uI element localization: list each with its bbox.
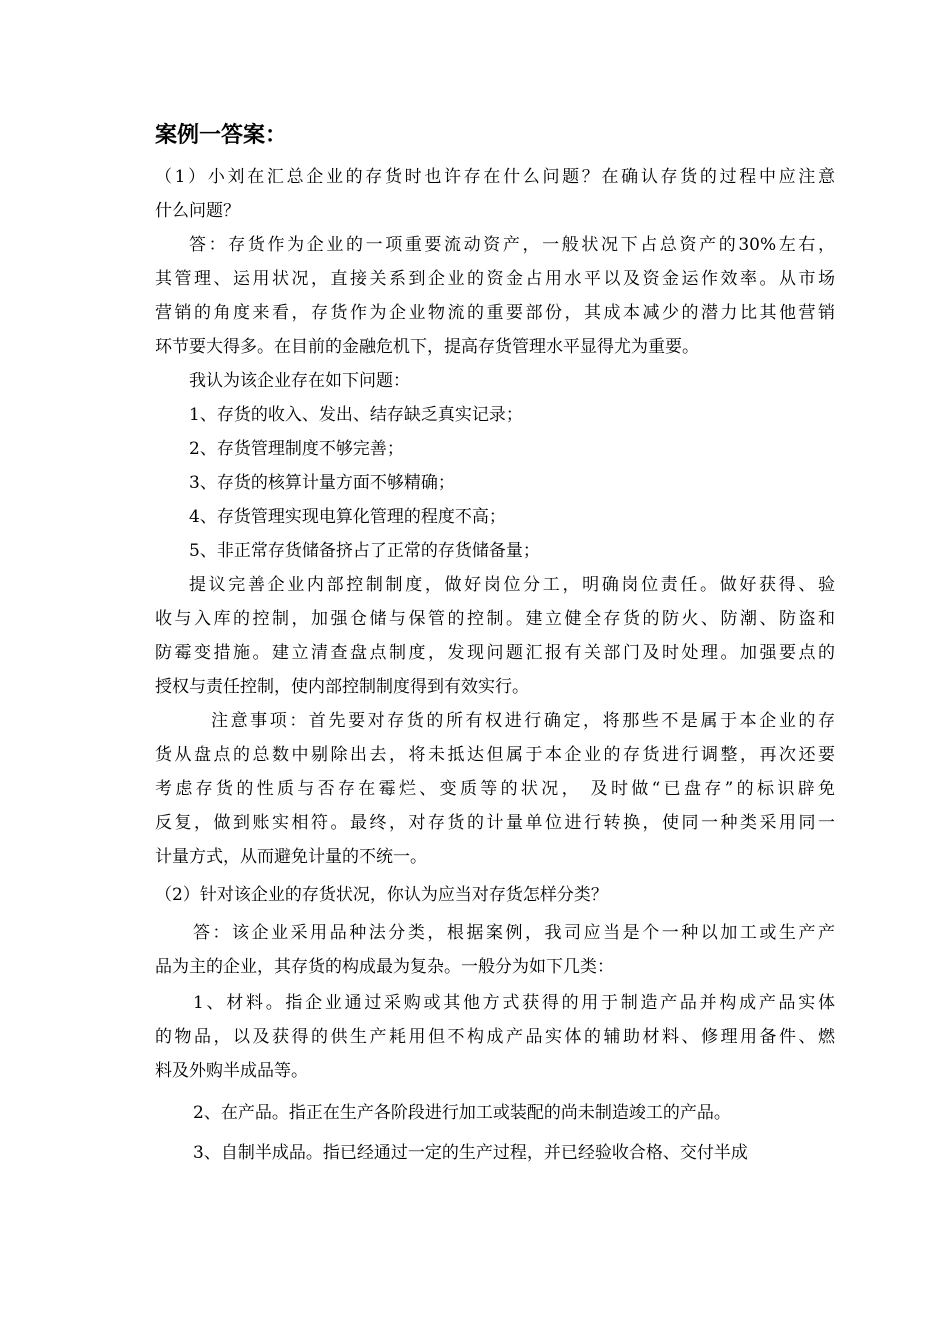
paragraph-line: 货从盘点的总数中剔除出去，将未抵达但属于本企业的存货进行调整，再次还要: [155, 745, 835, 765]
paragraph: [155, 916, 835, 984]
paragraph-line: 3、自制半成品。指已经通过一定的生产过程，并已经验收合格、交付半成: [193, 1143, 748, 1163]
paragraph: [155, 534, 835, 568]
paragraph: [155, 398, 835, 432]
paragraph-line: 料及外购半成品等。: [155, 1061, 308, 1081]
paragraph-line: 5、非正常存货储备挤占了正常的存货储备量；: [189, 541, 540, 561]
paragraph: [155, 160, 835, 228]
paragraph-line: 其管理、运用状况，直接关系到企业的资金占用水平以及资金运作效率。从市场: [155, 269, 835, 289]
paragraph-line: 营销的角度来看，存货作为企业物流的重要部份，其成本减少的潜力比其他营销: [155, 303, 835, 323]
paragraph-line: 考虑存货的性质与否存在霉烂、变质等的状况， 及时做“已盘存”的标识辟免: [155, 779, 835, 799]
paragraph-line: 2、存货管理制度不够完善；: [189, 439, 404, 459]
paragraph-line: 1、存货的收入、发出、结存缺乏真实记录；: [189, 405, 523, 425]
paragraph-line: 什么问题？: [155, 201, 240, 221]
paragraph-line: 的物品，以及获得的供生产耗用但不构成产品实体的辅助材料、修理用备件、燃: [155, 1027, 835, 1047]
paragraph: [155, 704, 835, 874]
paragraph: [155, 568, 835, 704]
paragraph-line: 1、材料。指企业通过采购或其他方式获得的用于制造产品并构成产品实体: [193, 993, 835, 1013]
paragraph-line: 我认为该企业存在如下问题：: [189, 371, 410, 391]
paragraph-line: 答：该企业采用品种法分类，根据案例，我司应当是个一种以加工或生产产: [193, 923, 835, 943]
paragraph: [155, 500, 835, 534]
paragraph-line: 授权与责任控制，使内部控制制度得到有效实行。: [155, 677, 529, 697]
paragraph: [155, 466, 835, 500]
paragraph-line: 计量方式，从而避免计量的不统一。: [155, 847, 427, 867]
paragraph-line: 2、在产品。指正在生产各阶段进行加工或装配的尚未制造竣工的产品。: [193, 1103, 731, 1123]
paragraph: [155, 1096, 835, 1130]
paragraph-line: 环节要大得多。在目前的金融危机下，提高存货管理水平显得尤为重要。: [155, 337, 699, 357]
document-title: 案例一答案：: [155, 123, 288, 148]
paragraph-line: 反复，做到账实相符。最终，对存货的计量单位进行转换，使同一种类采用同一: [155, 813, 835, 833]
document-page: [155, 118, 835, 1170]
paragraph: [155, 228, 835, 364]
paragraph: [155, 364, 835, 398]
paragraph-line: （2）针对该企业的存货状况，你认为应当对存货怎样分类？: [155, 885, 608, 905]
paragraph-line: （1）小刘在汇总企业的存货时也许存在什么问题？在确认存货的过程中应注意: [155, 167, 835, 187]
paragraph-line: 收与入库的控制，加强仓储与保管的控制。建立健全存货的防火、防潮、防盗和: [155, 609, 835, 629]
paragraph: [155, 986, 835, 1088]
paragraph: [155, 432, 835, 466]
paragraph-line: 品为主的企业，其存货的构成最为复杂。一般分为如下几类：: [155, 957, 614, 977]
paragraph-line: 注意事项：首先要对存货的所有权进行确定，将那些不是属于本企业的存: [211, 711, 835, 731]
paragraph-line: 提议完善企业内部控制制度，做好岗位分工，明确岗位责任。做好获得、验: [189, 575, 835, 595]
paragraph: [155, 878, 835, 912]
paragraph-line: 答：存货作为企业的一项重要流动资产，一般状况下占总资产的30%左右，: [189, 235, 835, 255]
paragraph: [155, 1136, 835, 1170]
paragraph-line: 防霉变措施。建立清查盘点制度，发现问题汇报有关部门及时处理。加强要点的: [155, 643, 835, 663]
document-body: [155, 160, 835, 1170]
paragraph-line: 4、存货管理实现电算化管理的程度不高；: [189, 507, 506, 527]
paragraph-line: 3、存货的核算计量方面不够精确；: [189, 473, 455, 493]
